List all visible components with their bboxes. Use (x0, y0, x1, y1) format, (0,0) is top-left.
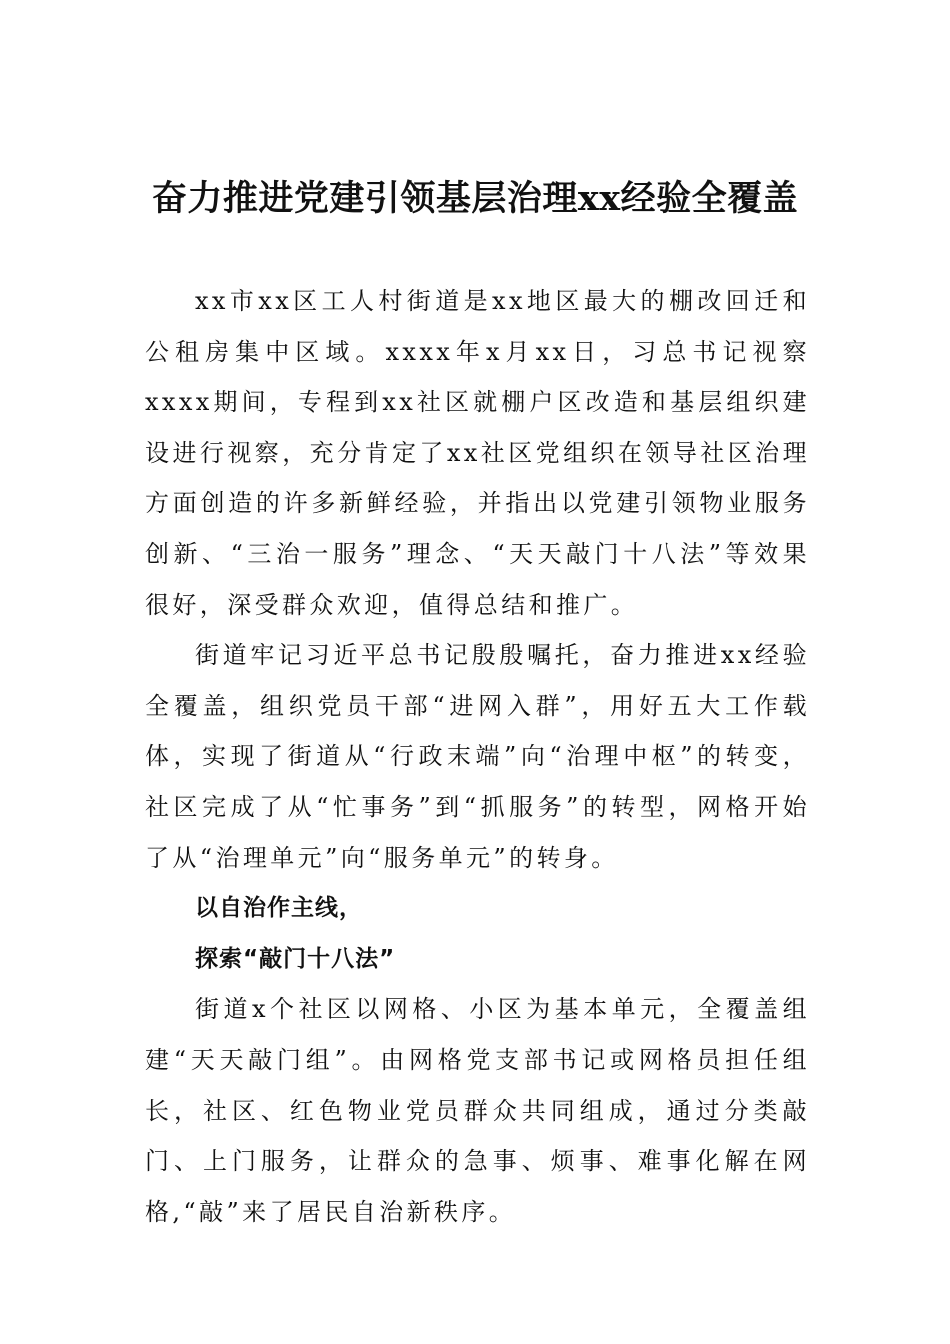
paragraph-intro: xx市xx区工人村街道是xx地区最大的棚改回迁和公租房集中区域。xxxx年x月xx日，习总书记视察xxxx期间，专程到xx社区就棚户区改造和基层组织建设进行视察，充分肯定了xx社区党组织在领导社区治理方面创造的许多新鲜经验，并指出以党建引领物业服务创新、“三治一服务”理念、“天天敲门十八法”等效果很好，深受群众欢迎，值得总结和推广。 (145, 287, 810, 619)
section-heading-line-1: 以自治作主线， (195, 895, 363, 922)
paragraph-street-practice: 街道牢记习近平总书记殷殷嘱托，奋力推进xx经验全覆盖，组织党员干部“进网入群”，用好五大工作载体，实现了街道从“行政末端”向“治理中枢”的转变，社区完成了从“忙事务”到“抓服务”的转型，网格开始了从“治理单元”向“服务单元”的转身。 (145, 641, 810, 872)
paragraph-knock-door-group: 街道x个社区以网格、小区为基本单元，全覆盖组建“天天敲门组”。由网格党支部书记或网格员担任组长，社区、红色物业党员群众共同组成，通过分类敲门、上门服务，让群众的急事、烦事、难事化解在网格,“敲”来了居民自治新秩序。 (145, 995, 810, 1226)
section-heading-line-2: 探索“敲门十八法” (195, 945, 396, 972)
document-body (145, 276, 810, 1237)
document-title: 奋力推进党建引领基层治理xx经验全覆盖 (151, 178, 799, 219)
